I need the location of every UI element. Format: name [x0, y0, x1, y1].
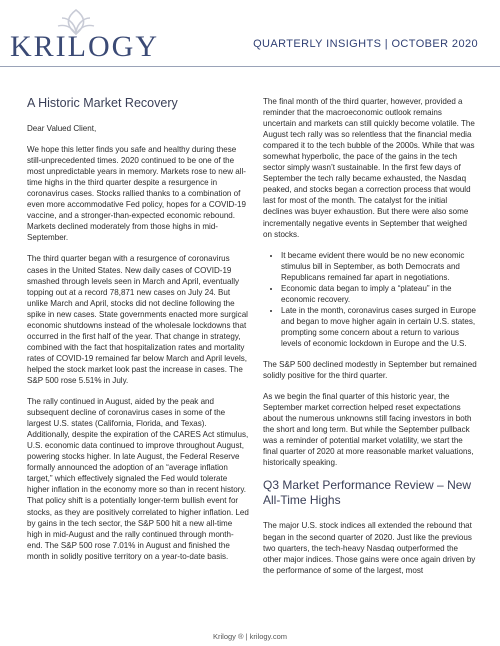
article-heading: A Historic Market Recovery — [27, 96, 178, 110]
paragraph: As we begin the final quarter of this historic year, the September market correction helped reset expectations about the numerous unknowns still facing investors in both the short and long term. But while the September pullback was a reminder of potential market volatility, we start the final quarter of 2020 at more reasonable market valuations, historically speaking. — [263, 392, 474, 468]
paragraph: The rally continued in August, aided by the peak and subsequent decline of coronavirus cases in some of the largest U.S. states (California, Florida, and Texas). Additionally, despite the expiration of the CARES Act stimulus, U.S. economic data continued to improve throughout August, powering stocks higher. In late August, the Federal Reserve formally announced the adoption of an “average inflation target,” which effectively signaled the Fed would tolerate higher inflation in the economy more so than in recent history. That policy shift is a potentially longer-term bullish event for stocks, as they are positively correlated to higher inflation. Led by gains in the tech sector, the S&P 500 hit a new all-time high in mid-August and the rally continued through month-end. The S&P 500 rose 7.01% in August and finished the month in solidly positive territory on a year-to-date basis. — [27, 397, 249, 561]
right-column — [263, 96, 477, 586]
list-item: • It became evident there would be no new economic stimulus bill in September, as both Democrats and Republicans remained far apart in negotiations. — [281, 250, 477, 283]
header-divider — [0, 66, 500, 67]
paragraph: The major U.S. stock indices all extended the rebound that began in the second quarter of 2020. Just like the previous two quarters, the tech-heavy Nasdaq outperformed the other major indices. Those gains were once again driven by the performance of some of the largest, most — [263, 521, 476, 575]
paragraph: The final month of the third quarter, however, provided a reminder that the macroeconomic outlook remains uncertain and markets can still quickly become volatile. The August tech rally was so relentless that the financial media compared it to the tech bubble of the 2000s. While that was somewhat hyperbolic, the pace of the gains in the tech sector simply wasn’t sustainable. In the first few days of September the tech rally became exhausted, the Nasdaq peaked, and stocks began a correction process that would last for most of the month. The catalyst for the initial declines was buyer exhaustion. But there were also some incrementally negative events in September that weighed on stocks. — [263, 97, 475, 239]
logo-text: KRILOGY — [10, 30, 159, 63]
paragraph: We hope this letter finds you safe and healthy during these still-unprecedented times. 2020 continued to be one of the most unpredictable years in memory. Markets rose to new all-time highs in the third quarter despite a resurgence in coronavirus cases. Stocks rallied thanks to a combination of even more accommodative Fed policy, hopes for a COVID-19 vaccine, and a stronger-than-expected economic rebound. Markets declined moderately from those highs in mid-September. — [27, 145, 247, 243]
list-item: • Late in the month, coronavirus cases surged in Europe and began to move higher again in certain U.S. states, prompting some concern about a return to various levels of economic lockdown in Europe and the U.S. — [281, 305, 477, 349]
page-header — [0, 0, 500, 68]
paragraph: The S&P 500 declined modestly in September but remained solidly positive for the third quarter. — [263, 360, 477, 381]
left-column — [27, 96, 249, 572]
krilogy-logo — [10, 8, 159, 68]
list-item: • Economic data began to imply a “plateau” in the economic recovery. — [281, 283, 477, 305]
page-footer: Krilogy ® | krilogy.com — [212, 632, 288, 641]
header-title: QUARTERLY INSIGHTS | OCTOBER 2020 — [253, 38, 478, 50]
bullet-list — [263, 250, 477, 349]
greeting: Dear Valued Client, — [27, 124, 97, 133]
paragraph: The third quarter began with a resurgence of coronavirus cases in the United States. New daily cases of COVID-19 smashed through levels seen in March and April, eventually topping out at a record 78,871 new cases on July 24. But unlike March and April, stocks did not decline following the spike in new cases. State governments enacted more surgical economic shutdowns instead of the wholesale lockdowns that occurred in the first half of the year. That change in strategy, combined with the fact that hospitalization rates and mortality rates of COVID-19 remained far below March and April levels, helped the stock market look past the increase in cases. The S&P 500 rose 5.51% in July. — [27, 254, 248, 385]
section-heading: Q3 Market Performance Review – New All-Time Highs — [263, 478, 472, 508]
